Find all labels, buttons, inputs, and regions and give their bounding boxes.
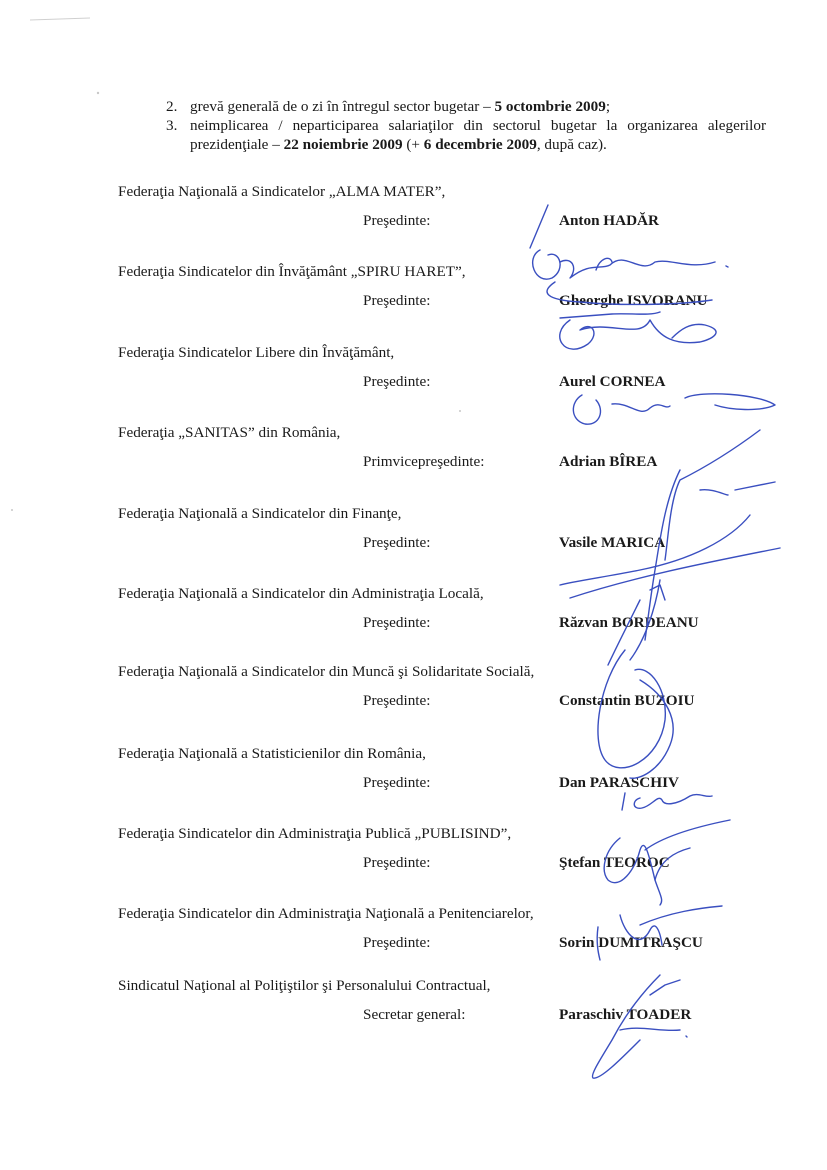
list-item-number: 3. <box>166 117 178 134</box>
list-item-date: 22 noiembrie 2009 <box>283 136 403 153</box>
signatory-role: Preşedinte: <box>363 854 431 871</box>
signatory-name: Paraschiv TOADER <box>559 1006 692 1023</box>
signatory-name: Constantin BUZOIU <box>559 692 695 709</box>
signatory-org: Federaţia Sindicatelor din Administraţia Naţională a Penitenciarelor, <box>118 905 534 922</box>
signatory-org: Federaţia Naţională a Statisticienilor din România, <box>118 745 426 762</box>
list-item <box>166 97 766 116</box>
signatory-role: Preşedinte: <box>363 934 431 951</box>
signatory-org: Federaţia „SANITAS” din România, <box>118 424 341 441</box>
signature-toader <box>592 975 687 1078</box>
signatory-role: Preşedinte: <box>363 292 431 309</box>
signatory-name: Gheorghe ISVORANU <box>559 292 708 309</box>
signature-buzoiu <box>598 650 673 778</box>
signatory-role: Preşedinte: <box>363 534 431 551</box>
list-item-text: grevă generală de o zi în întregul sector bugetar – <box>190 98 495 115</box>
signatory-role: Preşedinte: <box>363 774 431 791</box>
signatory-org: Federaţia Naţională a Sindicatelor din Muncă şi Solidaritate Socială, <box>118 663 535 680</box>
signatory-name: Vasile MARICA <box>559 534 666 551</box>
list-item-after: (+ <box>402 136 424 153</box>
signatory-role: Preşedinte: <box>363 373 431 390</box>
list-item-text: neimplicarea / neparticiparea salariaţilor din sectorul bugetar la organizarea alegerilor prezidenţiale – <box>190 117 766 153</box>
signatory-name: Dan PARASCHIV <box>559 774 679 791</box>
signatory-name: Anton HADĂR <box>559 212 659 229</box>
measures-list <box>166 97 766 154</box>
signatory-role: Preşedinte: <box>363 692 431 709</box>
signatory-org: Federaţia Sindicatelor din Administraţia Publică „PUBLISIND”, <box>118 825 512 842</box>
signature-cornea <box>573 394 775 424</box>
signatory-name: Ştefan TEOROC <box>559 854 670 871</box>
signatory-org: Federaţia Sindicatelor Libere din Învăţământ, <box>118 344 395 361</box>
signatory-name: Aurel CORNEA <box>559 373 666 390</box>
list-item-after: ; <box>605 98 611 115</box>
signatory-org: Federaţia Sindicatelor din Învăţământ „SPIRU HARET”, <box>118 263 466 280</box>
list-item-date: 5 octombrie 2009 <box>494 98 606 115</box>
signature-birea <box>665 430 775 560</box>
signatory-name: Sorin DUMITRAŞCU <box>559 934 703 951</box>
signatory-role: Preşedinte: <box>363 212 431 229</box>
signatory-org: Sindicatul Naţional al Poliţiştilor şi Personalului Contractual, <box>118 977 491 994</box>
signatory-role: Secretar general: <box>363 1006 466 1023</box>
signatory-org: Federaţia Naţională a Sindicatelor din Finanţe, <box>118 505 402 522</box>
signatory-role: Preşedinte: <box>363 614 431 631</box>
signatory-name: Răzvan BORDEANU <box>559 614 699 631</box>
signatory-role: Primvicepreşedinte: <box>363 453 485 470</box>
list-item <box>166 116 766 154</box>
signatory-org: Federaţia Naţională a Sindicatelor din Administraţia Locală, <box>118 585 484 602</box>
signature-paraschiv <box>622 793 712 810</box>
list-item-tail: , după caz). <box>536 136 607 153</box>
signatory-org: Federaţia Naţională a Sindicatelor „ALMA MATER”, <box>118 183 446 200</box>
list-item-number: 2. <box>166 98 178 115</box>
list-item-date-second: 6 decembrie 2009 <box>423 136 537 153</box>
signatory-name: Adrian BÎREA <box>559 453 658 470</box>
